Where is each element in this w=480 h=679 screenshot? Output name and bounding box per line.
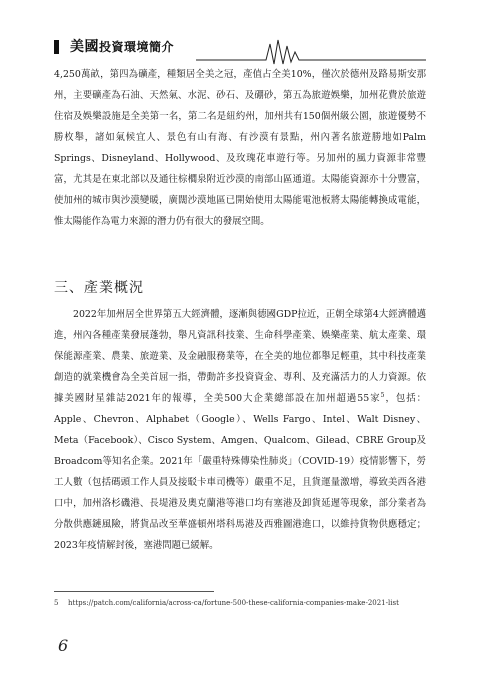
footnote-ref[interactable]: 5 (380, 391, 385, 399)
paragraph-industry-part2: ，包括：Apple、Chevron、Alphabet（Google）、Wells Fargo、Intel、Walt Disney、Meta（Facebook）、Cisco System、Amgen、Qualcom、Gilead、CBRE Group及Broadcom等知名企業。2021年「嚴重特殊傳染性肺炎」（COVID-19）疫情影響下，勞工人數（包括碼頭工作人員及接駁卡車司機等）嚴重不足，且貨運量激增，導致美西各港口中，加州洛杉磯港、長堤港及奧克蘭港等港口均有塞港及卸貨延遲等現象，部分業者為分散供應鏈風險，將貨品改至華盛頓州塔科馬港及西雅圖港進口，以維持貨物供應穩定；2023年疫情解封後，塞港問題已緩解。 (54, 393, 426, 551)
footnote-url[interactable]: https://patch.com/california/across-ca/fortune-500-these-california-companies-make-2021-list (68, 599, 399, 607)
footnote-divider (54, 591, 214, 592)
paragraph-industry (54, 304, 426, 556)
paragraph-resources: 4,250萬畝，第四為礦產，種類居全美之冠，產值占全美10%，僅次於德州及路易斯安那州，主要礦產為石油、天然氣、水泥、砂石、及硼砂，第五為旅遊娛樂，加州花費於旅遊住宿及娛樂設施是全美第一名，第二名是紐約州，加州共有150個州級公園，旅遊優勢不勝枚舉，諸如氣候宜人、景色有山有海、有沙漠有景點，州內著名旅遊勝地如Palm Springs、Disneyland、Hollywood、及玫瑰花車遊行等。另加州的風力資源非常豐富，尤其是在東北部以及通往棕櫚泉附近沙漠的南部山區通道。太陽能資源亦十分豐富，使加州的城市與沙漠變暖，廣闊沙漠地區已開始使用太陽能電池板將太陽能轉換成電能，惟太陽能作為電力來源的潛力仍有很大的發展空間。 (54, 69, 426, 227)
footnote (54, 599, 399, 607)
header-title-country: 美國 (70, 39, 99, 55)
section-heading: 三、產業概況 (54, 280, 144, 296)
header-title (70, 36, 174, 56)
header-title-subtitle: 投資環境簡介 (99, 40, 175, 54)
footnote-mark: 5 (54, 599, 59, 607)
running-header (54, 36, 426, 66)
paragraph-industry-part1: 2022年加州居全世界第五大經濟體，逐漸與德國GDP拉近，正朝全球第4大經濟體邁進，州內各種產業發展蓬勃，舉凡資訊科技業、生命科學產業、娛樂產業、航太產業、環保能源產業、農業、旅遊業、及金融服務業等，在全美的地位都舉足輕重，其中科技產業創造的就業機會為全美首屈一指，帶動許多投資資金、專利、及充滿活力的人力資源。依據美國財星雜誌2021年的報導，全美500大企業總部設在加州超過55家 (54, 309, 426, 404)
page-number: 6 (58, 636, 69, 655)
